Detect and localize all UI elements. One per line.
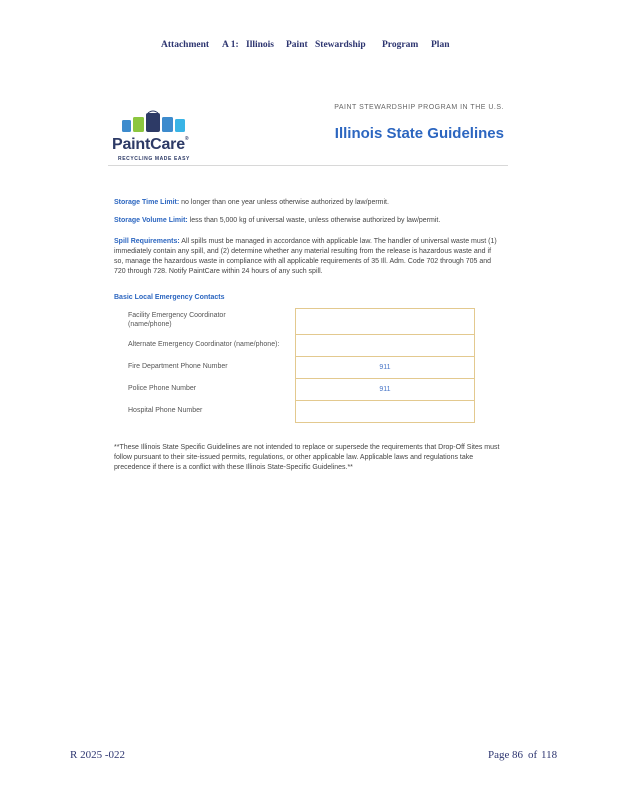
- spill-text: All spills must be managed in accordance with applicable law. The handler of universal waste must (1) immediately contain any spill, and (2) determine whether any material resulting from the release is hazardous waste and if so, manage the hazardous waste in compliance with all applicable requirements of 35 Ill. Adm. Code 702 through 705 and 720 through 728. Notify PaintCare within 24 hours of any such spill.: [114, 238, 497, 275]
- document-title: Illinois State Guidelines: [334, 125, 504, 142]
- header-word: Plan: [431, 40, 450, 50]
- contact-label-police: Police Phone Number: [128, 385, 197, 392]
- contact-value-alternate-coordinator: [296, 335, 474, 357]
- storage-time-label: Storage Time Limit:: [114, 199, 180, 206]
- storage-volume-paragraph: [114, 216, 502, 226]
- paint-cans-icon: [120, 110, 200, 134]
- header-word: A 1:: [222, 40, 239, 50]
- total-pages: 118: [541, 749, 558, 761]
- footnote: **These Illinois State Specific Guidelines are not intended to replace or supersede the requirements that Drop-Off Sites must follow pursuant to their site-issued permits, regulations, or other applicable law. Applicable laws and regulations take precedence if there is a conflict with these Illinois State-Specific Guidelines.**: [114, 444, 500, 471]
- header-word: Program: [382, 40, 419, 50]
- contacts-table: [295, 308, 475, 423]
- storage-volume-text: less than 5,000 kg of universal waste, unless otherwise authorized by law/permit.: [187, 217, 441, 224]
- header-word: Paint: [286, 40, 308, 50]
- header-word: Attachment: [161, 40, 210, 50]
- header-word: Illinois: [246, 40, 274, 50]
- spill-paragraph: [114, 237, 502, 277]
- contact-label-fire-department: Fire Department Phone Number: [128, 363, 228, 370]
- contact-value-fire-department: 911: [296, 357, 474, 379]
- contact-label-facility-coordinator: Facility Emergency Coordinator (name/phone): [128, 312, 226, 328]
- storage-time-paragraph: [114, 198, 502, 208]
- contact-value-facility-coordinator: [296, 309, 474, 335]
- logo-tagline: RECYCLING MADE EASY: [118, 156, 190, 162]
- document-code: R 2025 -022: [70, 749, 125, 761]
- paintcare-logo: [110, 110, 220, 160]
- program-label: PAINT STEWARDSHIP PROGRAM IN THE U.S.: [334, 104, 504, 111]
- header-word: Stewardship: [315, 40, 366, 50]
- storage-time-text: no longer than one year unless otherwise authorized by law/permit.: [179, 199, 389, 206]
- contact-value-police: 911: [296, 379, 474, 401]
- contact-label-alternate-coordinator: Alternate Emergency Coordinator (name/phone):: [128, 341, 280, 348]
- contacts-heading: Basic Local Emergency Contacts: [114, 294, 225, 301]
- divider: [108, 165, 508, 166]
- spill-label: Spill Requirements:: [114, 238, 180, 245]
- contact-value-hospital: [296, 401, 474, 423]
- embedded-document: [108, 100, 508, 490]
- logo-wordmark: PaintCare®: [112, 136, 189, 153]
- of-word: of: [528, 749, 538, 761]
- storage-volume-label: Storage Volume Limit:: [114, 217, 188, 224]
- page-word: Page: [488, 749, 510, 761]
- contact-label-hospital: Hospital Phone Number: [128, 407, 203, 414]
- page-number: 86: [512, 749, 523, 761]
